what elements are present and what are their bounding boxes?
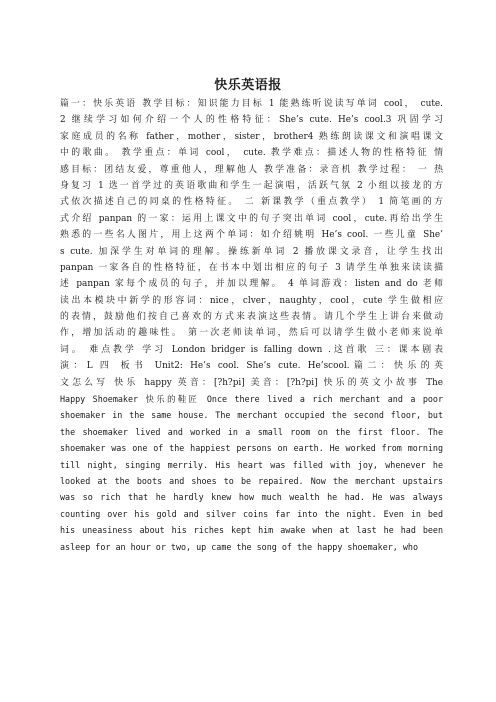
text-line: 述 panpan 家每个成员的句子，并加以理解。 4 单词游戏：listen and do 老师: [60, 279, 443, 290]
text-line: 式依次描述自己的同桌的性格特征。 二 新课教学（重点教学） 1 简笔画的方: [60, 197, 443, 208]
text-line: 的表情，鼓励他们按自己喜欢的方式来表演这些表情。请几个学生上讲台来做动: [60, 312, 443, 323]
text-line: shoemaker was one of the happiest persons on earth. He worked from morning: [60, 443, 443, 454]
text-line: was so rich that he hardly knew how much wealth he had. He was always: [60, 492, 443, 503]
text-line: panpan 一家各自的性格特征，在书本中划出相应的句子 3 请学生单独来读读描: [60, 262, 443, 273]
text-line: 家庭成员的名称 father，mother，sister，brother4 熟练朗读课文和演唱课文: [60, 131, 443, 142]
text-line: 中的歌曲。 教学重点：单词 cool， cute. 教学难点：描述人物的性格特征 情: [60, 148, 443, 159]
text-line: his uneasiness about his riches kept him awake when at last he had been: [60, 525, 443, 536]
text-line: 熟悉的一些名人图片，用上这两个单词：如介绍姚明 He’s cool. 一些儿童 She’: [60, 230, 443, 241]
text-line: 文怎么写 快乐 happy 英音：[?h?pi] 美音：[?h?pi] 快乐的英文小故事 The: [60, 377, 443, 388]
text-line: counting over his gold and silver coins far into the night. Even in bed: [60, 508, 443, 519]
text-line: s cute. 加深学生对单词的理解。操练新单词 2 播放课文录音，让学生找出: [60, 246, 443, 257]
text-line: 2 继续学习如何介绍一个人的性格特征：She’s cute. He’s cool.3 巩固学习: [60, 115, 443, 126]
text-line: Happy Shoemaker 快乐的鞋匠 Once there lived a rich merchant and a poor: [60, 394, 443, 405]
text-line: asleep for an hour or two, up came the song of the happy shoemaker, who: [60, 541, 418, 552]
text-line: looked at the boots and shoes to be repaired. Now the merchant upstairs: [60, 475, 443, 486]
text-line: 读出本模块中新学的形容词：nice，clver，naughty，cool，cute 学生做相应: [60, 295, 443, 306]
document-title: 快乐英语报: [214, 78, 282, 93]
text-line: 感目标：团结友爱，尊重他人，理解他人 教学准备：录音机 教学过程： 一 热: [60, 164, 443, 175]
text-line: shoemaker in the same house. The merchant occupied the second floor, but: [60, 410, 443, 421]
text-line: 词。 难点教学 学习 London bridger is falling down .这首歌 三：课本剧表: [60, 344, 443, 355]
text-line: 身复习 1 选一首学过的英语歌曲和学生一起演唱，活跃气氛 2 小组以接龙的方: [60, 180, 443, 191]
document-body: [60, 96, 443, 555]
text-line: 演：L 四 板书 Unit2: He’s cool. She’s cute. He’scool.篇二：快乐的英: [60, 361, 443, 372]
text-line: 作，增加活动的趣味性。 第一次老师读单词，然后可以请学生做小老师来说单: [60, 328, 443, 339]
text-line: the shoemaker lived and worked in a small room on the first floor. The: [60, 426, 443, 437]
text-line: 篇一：快乐英语 教学目标：知识能力目标 1 能熟练听说读写单词 cool， cute.: [60, 99, 443, 109]
text-line: till night, singing merrily. His heart was filled with joy, whenever he: [60, 459, 443, 470]
text-line: 式介绍 panpan 的一家：运用上课文中的句子突出单词 cool，cute.再给出学生: [60, 213, 443, 224]
